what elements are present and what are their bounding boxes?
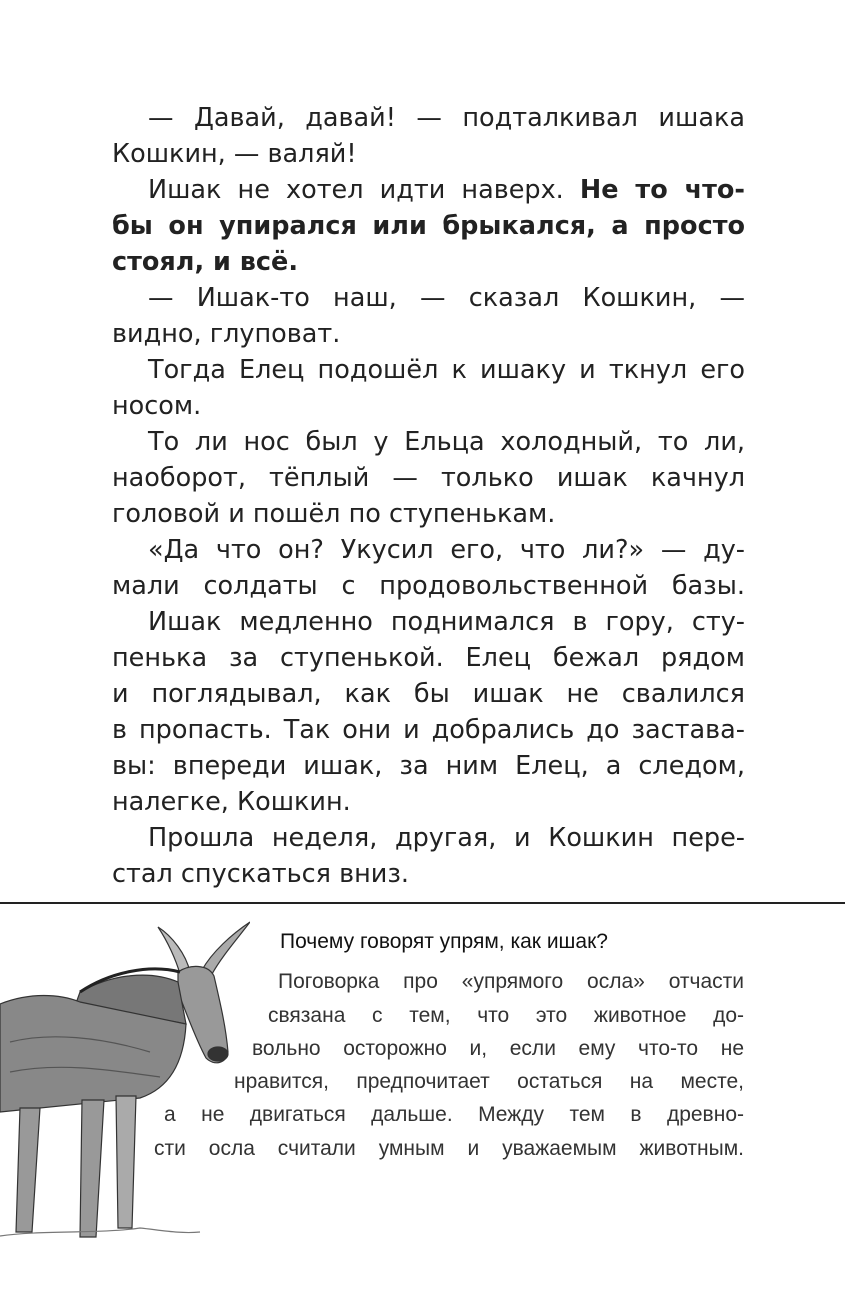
story-line: мали солдаты с продовольственной базы. bbox=[112, 571, 745, 601]
story-line: Ишак медленно поднимался в гору, сту- bbox=[148, 607, 745, 637]
sidebar-line: вольно осторожно и, если ему что-то не bbox=[252, 1037, 744, 1060]
story-line: — Давай, давай! — подталкивал ишака bbox=[148, 103, 745, 133]
story-line-bold: стоял, и всё. bbox=[112, 247, 299, 277]
sidebar-line: Поговорка про «упрямого осла» отчасти bbox=[278, 970, 744, 993]
story-line: То ли нос был у Ельца холодный, то ли, bbox=[148, 427, 745, 457]
section-divider bbox=[0, 902, 845, 904]
story-line: Прошла неделя, другая, и Кошкин пере- bbox=[148, 823, 745, 853]
sidebar-line: связана с тем, что это животное до- bbox=[268, 1004, 744, 1027]
donkey-icon bbox=[0, 912, 250, 1252]
story-line: Тогда Елец подошёл к ишаку и ткнул его bbox=[148, 355, 745, 385]
sidebar-line: сти осла считали умным и уважаемым животным. bbox=[154, 1137, 744, 1160]
story-line: в пропасть. Так они и добрались до застава- bbox=[112, 715, 745, 745]
story-segment: Ишак не хотел идти наверх. bbox=[148, 175, 564, 205]
story-line-bold: бы он упирался или брыкался, а просто bbox=[112, 211, 745, 241]
sidebar-title: Почему говорят упрям, как ишак? bbox=[280, 930, 608, 953]
story-line: — Ишак-то наш, — сказал Кошкин, — bbox=[148, 283, 745, 313]
story-line: головой и пошёл по ступенькам. bbox=[112, 499, 556, 529]
story-line: «Да что он? Укусил его, что ли?» — ду- bbox=[148, 535, 745, 565]
story-line: наоборот, тёплый — только ишак качнул bbox=[112, 463, 745, 493]
story-line bbox=[148, 172, 745, 208]
story-line: и поглядывал, как бы ишак не свалился bbox=[112, 679, 745, 709]
story-line: носом. bbox=[112, 391, 202, 421]
story-bold-segment: Не то что- bbox=[579, 175, 745, 205]
story-line: вы: впереди ишак, за ним Елец, а следом, bbox=[112, 751, 745, 781]
story-line: налегке, Кошкин. bbox=[112, 787, 351, 817]
story-line: пенька за ступенькой. Елец бежал рядом bbox=[112, 643, 745, 673]
sidebar-line: нравится, предпочитает остаться на месте, bbox=[234, 1070, 744, 1093]
story-line: стал спускаться вниз. bbox=[112, 859, 410, 889]
story-line: видно, глуповат. bbox=[112, 319, 341, 349]
sidebar-line: а не двигаться дальше. Между тем в древно- bbox=[164, 1103, 744, 1126]
story-line: Кошкин, — валяй! bbox=[112, 139, 357, 169]
